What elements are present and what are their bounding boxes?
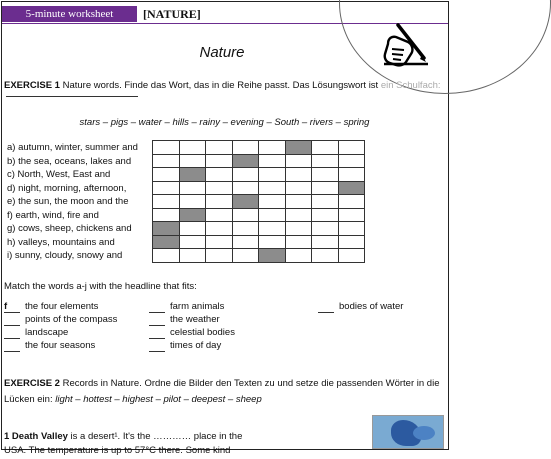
exercise2-word-line bbox=[4, 392, 444, 408]
header-title: [NATURE] bbox=[143, 7, 201, 21]
grid-cell[interactable] bbox=[153, 208, 180, 222]
grid-row bbox=[153, 141, 365, 155]
grid-cell[interactable] bbox=[206, 181, 233, 195]
grid-row bbox=[153, 195, 365, 209]
grid-cell[interactable] bbox=[338, 154, 365, 168]
grid-row bbox=[153, 249, 365, 263]
grid-cell[interactable] bbox=[259, 195, 286, 209]
grid-cell[interactable] bbox=[259, 222, 286, 236]
grid-cell[interactable] bbox=[232, 168, 259, 182]
grid-cell[interactable] bbox=[285, 181, 312, 195]
grid-row bbox=[153, 168, 365, 182]
item1-text: is a desert¹. It's the ………… place in the bbox=[67, 431, 243, 442]
puzzle-grid bbox=[152, 140, 365, 263]
grid-cell[interactable] bbox=[206, 141, 233, 155]
grid-cell[interactable] bbox=[153, 154, 180, 168]
match-label: the four elements bbox=[25, 301, 99, 312]
match-label: celestial bodies bbox=[170, 327, 235, 338]
grid-cell[interactable] bbox=[285, 195, 312, 209]
grid-cell[interactable] bbox=[312, 168, 339, 182]
grid-cell[interactable] bbox=[179, 249, 206, 263]
grid-cell[interactable] bbox=[338, 208, 365, 222]
grid-cell[interactable] bbox=[153, 195, 180, 209]
grid-cell-solution[interactable] bbox=[285, 141, 312, 155]
grid-cell[interactable] bbox=[232, 141, 259, 155]
grid-cell[interactable] bbox=[179, 222, 206, 236]
grid-cell[interactable] bbox=[179, 181, 206, 195]
exercise1-label: EXERCISE 1 bbox=[4, 80, 60, 91]
grid-row bbox=[153, 235, 365, 249]
item1-label: 1 Death Valley bbox=[4, 431, 68, 442]
grid-cell[interactable] bbox=[259, 235, 286, 249]
match-label: times of day bbox=[170, 340, 222, 351]
grid-cell[interactable] bbox=[338, 195, 365, 209]
item1-cut-text: USA. The temperature is up to 57°C there. Some kind bbox=[4, 445, 231, 456]
grid-cell[interactable] bbox=[206, 208, 233, 222]
match-answer-blank[interactable] bbox=[318, 301, 334, 313]
grid-cell[interactable] bbox=[338, 249, 365, 263]
match-answer-blank[interactable] bbox=[4, 314, 20, 326]
grid-cell[interactable] bbox=[312, 141, 339, 155]
clue-c: c) North, West, East and bbox=[7, 169, 111, 180]
grid-cell-solution[interactable] bbox=[179, 208, 206, 222]
grid-row bbox=[153, 222, 365, 236]
word-list: stars – pigs – water – hills – rainy – evening – South – rivers – spring bbox=[79, 117, 370, 128]
grid-cell[interactable] bbox=[259, 181, 286, 195]
clue-a: a) autumn, winter, summer and bbox=[7, 142, 138, 153]
grid-cell[interactable] bbox=[259, 154, 286, 168]
match-item-celestial bbox=[149, 327, 235, 339]
clue-d: d) night, morning, afternoon, bbox=[7, 182, 127, 194]
match-label: landscape bbox=[25, 327, 69, 338]
grid-cell[interactable] bbox=[232, 208, 259, 222]
match-label: the four seasons bbox=[25, 340, 96, 351]
grid-cell-solution[interactable] bbox=[232, 195, 259, 209]
exercise2-words: light – hottest – highest – pilot – deepest – sheep bbox=[55, 394, 262, 405]
grid-cell[interactable] bbox=[153, 168, 180, 182]
match-answer-blank[interactable] bbox=[4, 340, 20, 352]
grid-cell[interactable] bbox=[153, 141, 180, 155]
grid-cell[interactable] bbox=[285, 208, 312, 222]
clue-g: g) cows, sheep, chickens and bbox=[7, 223, 132, 234]
grid-cell[interactable] bbox=[179, 195, 206, 209]
grid-cell-solution[interactable] bbox=[179, 168, 206, 182]
grid-cell[interactable] bbox=[206, 235, 233, 249]
grid-cell-solution[interactable] bbox=[259, 249, 286, 263]
exercise2-prefix: Lücken ein: bbox=[4, 394, 56, 405]
match-item-farm-animals bbox=[149, 301, 224, 313]
grid-cell[interactable] bbox=[338, 222, 365, 236]
grid-cell[interactable] bbox=[206, 154, 233, 168]
map-image bbox=[372, 415, 444, 449]
grid-cell[interactable] bbox=[259, 141, 286, 155]
worksheet-page bbox=[1, 1, 449, 456]
clue-h: h) valleys, mountains and bbox=[7, 236, 115, 248]
grid-cell-solution[interactable] bbox=[153, 222, 180, 236]
match-answer-blank[interactable] bbox=[149, 301, 165, 313]
grid-cell[interactable] bbox=[153, 249, 180, 263]
grid-cell[interactable] bbox=[312, 208, 339, 222]
exercise2-label: EXERCISE 2 bbox=[4, 378, 60, 389]
worksheet-tag: 5-minute worksheet bbox=[2, 6, 137, 22]
map-land-shape bbox=[413, 426, 435, 440]
match-answer-blank[interactable] bbox=[149, 314, 165, 326]
grid-cell[interactable] bbox=[285, 168, 312, 182]
grid-row bbox=[153, 208, 365, 222]
grid-row bbox=[153, 181, 365, 195]
grid-cell[interactable] bbox=[232, 249, 259, 263]
match-label: points of the compass bbox=[25, 314, 118, 325]
match-item-landscape bbox=[4, 327, 68, 339]
grid-cell[interactable] bbox=[206, 195, 233, 209]
match-label: bodies of water bbox=[339, 301, 404, 312]
grid-cell[interactable] bbox=[153, 181, 180, 195]
grid-cell[interactable] bbox=[285, 249, 312, 263]
grid-cell[interactable] bbox=[338, 168, 365, 182]
grid-row bbox=[153, 154, 365, 168]
exercise1-instruction bbox=[4, 80, 441, 91]
match-item-compass bbox=[4, 314, 117, 326]
match-answer-blank[interactable] bbox=[4, 327, 20, 339]
grid-cell[interactable] bbox=[206, 249, 233, 263]
match-answer-blank[interactable]: f bbox=[4, 301, 20, 313]
page-title: Nature bbox=[199, 44, 245, 61]
grid-cell[interactable] bbox=[179, 141, 206, 155]
grid-cell[interactable] bbox=[206, 168, 233, 182]
clue-b: b) the sea, oceans, lakes and bbox=[7, 155, 132, 167]
match-item-elements bbox=[4, 301, 98, 313]
match-item-weather bbox=[149, 314, 220, 326]
grid-cell[interactable] bbox=[338, 235, 365, 249]
grid-cell[interactable] bbox=[232, 181, 259, 195]
match-instruction: Match the words a-j with the headline that fits: bbox=[4, 281, 197, 292]
grid-cell[interactable] bbox=[285, 222, 312, 236]
clue-i: i) sunny, cloudy, snowy and bbox=[7, 250, 123, 261]
grid-cell[interactable] bbox=[312, 222, 339, 236]
solution-word-blank[interactable] bbox=[6, 96, 138, 97]
match-answer-blank[interactable] bbox=[149, 340, 165, 352]
grid-cell[interactable] bbox=[285, 235, 312, 249]
grid-cell[interactable] bbox=[232, 235, 259, 249]
match-label: farm animals bbox=[170, 301, 225, 312]
grid-cell[interactable] bbox=[338, 141, 365, 155]
clue-e: e) the sun, the moon and the bbox=[7, 196, 129, 207]
match-item-water-bodies bbox=[318, 301, 403, 313]
grid-cell-solution[interactable] bbox=[232, 154, 259, 168]
grid-cell[interactable] bbox=[179, 154, 206, 168]
grid-cell[interactable] bbox=[312, 181, 339, 195]
exercise2-item-1-cut bbox=[4, 443, 364, 456]
grid-cell[interactable] bbox=[259, 168, 286, 182]
grid-cell[interactable] bbox=[312, 195, 339, 209]
grid-cell-solution[interactable] bbox=[153, 235, 180, 249]
grid-cell[interactable] bbox=[312, 249, 339, 263]
clue-f: f) earth, wind, fire and bbox=[7, 209, 99, 221]
grid-cell[interactable] bbox=[312, 154, 339, 168]
match-answer-blank[interactable] bbox=[149, 327, 165, 339]
grid-cell[interactable] bbox=[312, 235, 339, 249]
grid-cell[interactable] bbox=[285, 154, 312, 168]
match-item-seasons bbox=[4, 340, 95, 352]
match-label: the weather bbox=[170, 314, 220, 325]
grid-cell-solution[interactable] bbox=[338, 181, 365, 195]
exercise2-instruction bbox=[4, 376, 444, 392]
grid-cell[interactable] bbox=[206, 222, 233, 236]
exercise1-text-faded: ein Schulfach: bbox=[378, 80, 441, 91]
exercise2-text: Records in Nature. Ordne die Bilder den Texten zu und setze die passenden Wörter in die bbox=[59, 378, 440, 389]
grid-cell[interactable] bbox=[179, 235, 206, 249]
grid-cell[interactable] bbox=[232, 222, 259, 236]
match-item-times-of-day bbox=[149, 340, 221, 352]
exercise1-text: Nature words. Finde das Wort, das in die Reihe passt. Das Lösungswort ist bbox=[59, 80, 379, 91]
grid-cell[interactable] bbox=[259, 208, 286, 222]
